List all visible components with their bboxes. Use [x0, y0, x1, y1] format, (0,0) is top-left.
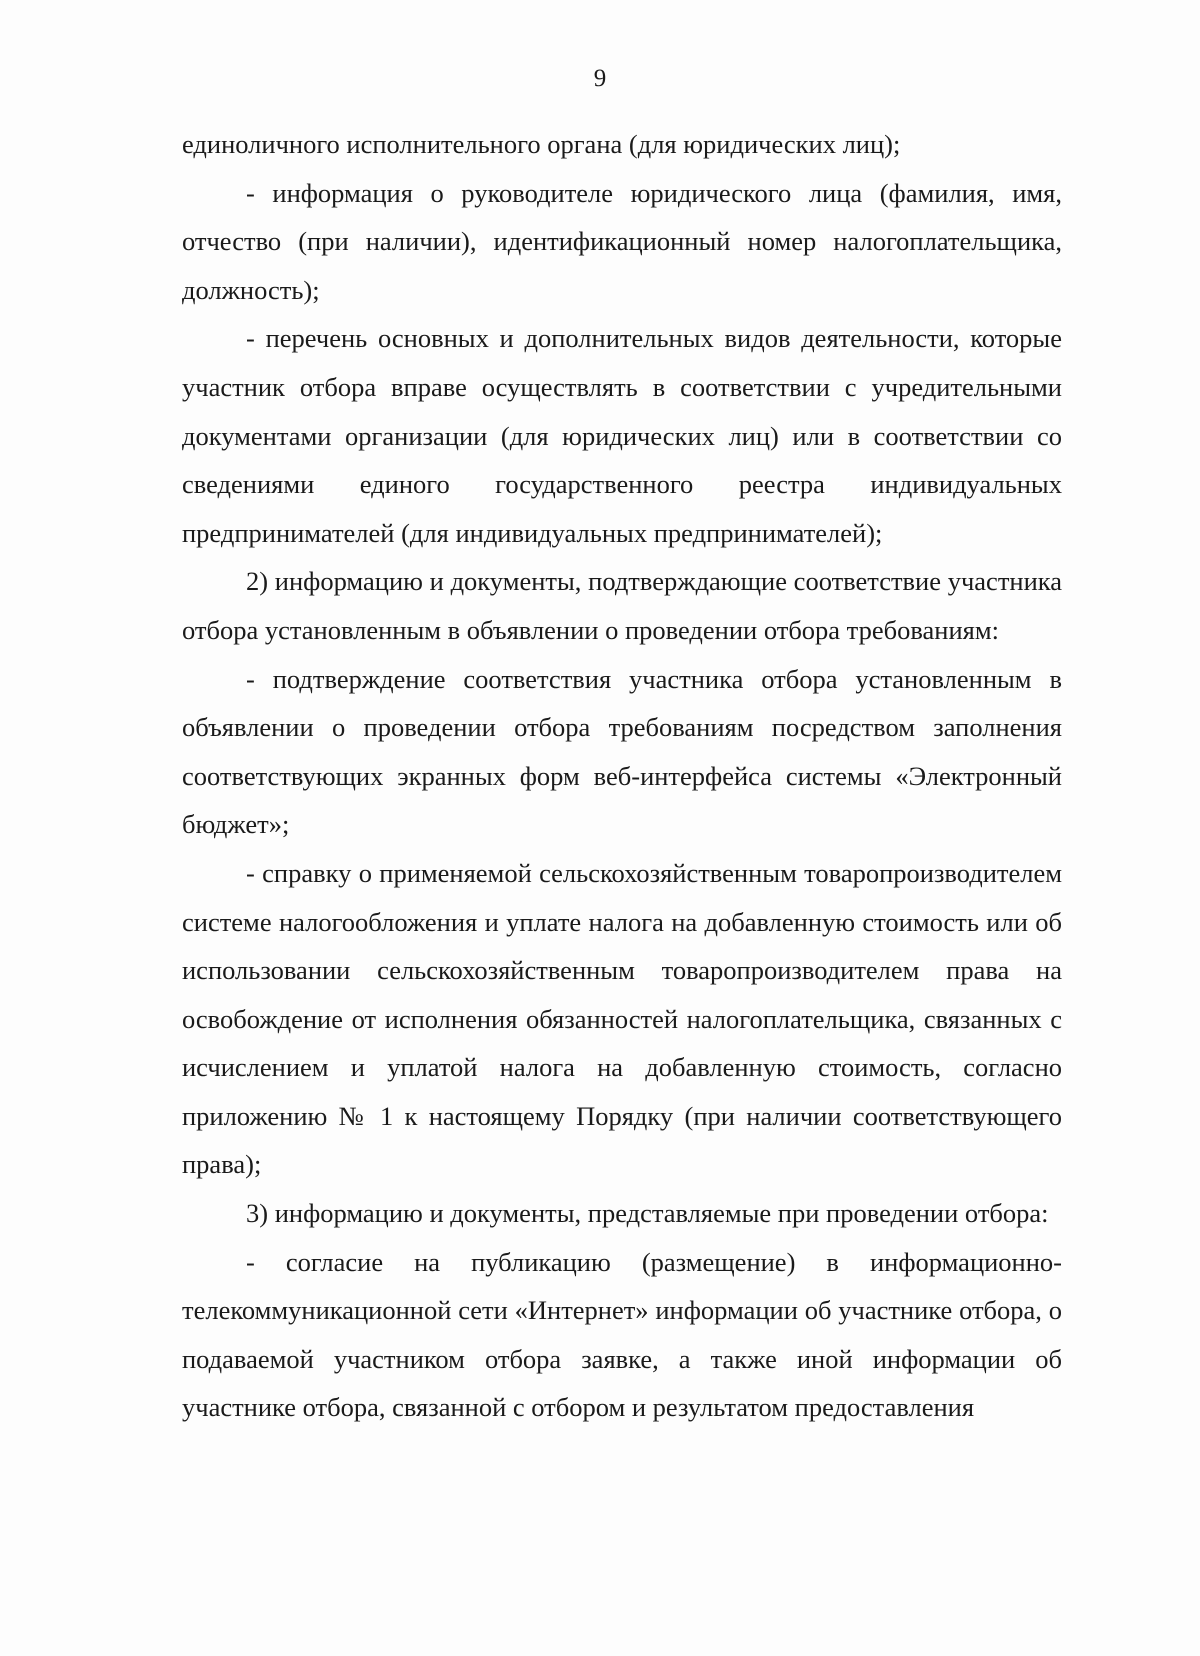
paragraph-2: - информация о руководителе юридического лица (фамилия, имя, отчество (при наличии), идентификационный номер налогоплательщика, должность);: [182, 177, 1062, 305]
paragraph-4: 2) информацию и документы, подтверждающие соответствие участника отбора установленным в объявлении о проведении отбора требованиям:: [182, 566, 1062, 645]
document-body: [182, 120, 1062, 1432]
paragraph-3: - перечень основных и дополнительных видов деятельности, которые участник отбора вправе осуществлять в соответствии с учредительными документами организации (для юридических лиц) или в соответствии со сведениями единого государственного реестра индивидуальных предпринимателей (для индивидуальных предпринимателей);: [182, 323, 1062, 548]
paragraph-8: - согласие на публикацию (размещение) в информационно-телекоммуникационной сети «Интернет» информации об участнике отбора, о подаваемой участником отбора заявке, а также иной информации об участнике отбора, связанной с отбором и результатом предоставления: [182, 1246, 1062, 1423]
paragraph-5: - подтверждение соответствия участника отбора установленным в объявлении о проведении отбора требованиям посредством заполнения соответствующих экранных форм веб-интерфейса системы «Электронный бюджет»;: [182, 663, 1062, 840]
paragraph-1: единоличного исполнительного органа (для юридических лиц);: [182, 129, 901, 159]
page-number: 9: [593, 65, 607, 92]
paragraph-7: 3) информацию и документы, представляемые при проведении отбора:: [246, 1198, 1049, 1229]
paragraph-6: - справку о применяемой сельскохозяйственным товаропроизводителем системе налогообложения и уплате налога на добавленную стоимость или об использовании сельскохозяйственным товаропроизводителем права на освобождение от исполнения обязанностей налогоплательщика, связанных с исчислением и уплатой налога на добавленную стоимость, согласно приложению № 1 к настоящему Порядку (при наличии соответствующего права);: [182, 857, 1062, 1180]
